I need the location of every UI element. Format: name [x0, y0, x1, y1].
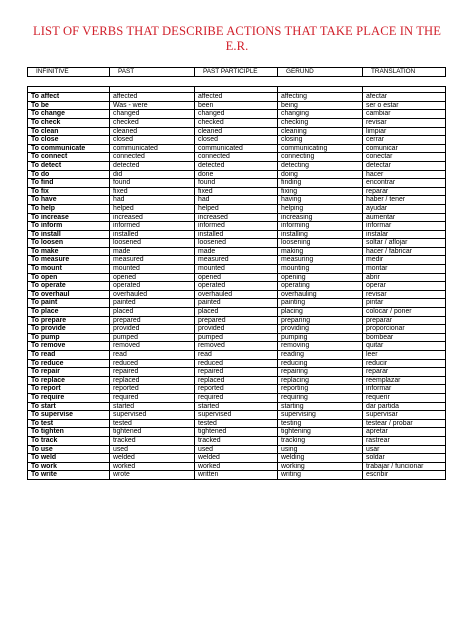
past-participle-cell: operated	[195, 282, 278, 291]
infinitive-cell: To supervise	[28, 411, 110, 420]
infinitive-cell: To close	[28, 136, 110, 145]
gerund-cell: measuring	[278, 256, 363, 265]
translation-cell: montar	[363, 265, 446, 274]
gerund-cell: cleaning	[278, 127, 363, 136]
past-participle-cell: started	[195, 402, 278, 411]
translation-cell: hacer / fabricar	[363, 247, 446, 256]
past-cell: reported	[110, 385, 195, 394]
verb-row	[28, 196, 446, 205]
translation-cell: encontrar	[363, 179, 446, 188]
infinitive-cell: To make	[28, 247, 110, 256]
verb-row	[28, 213, 446, 222]
translation-cell: testear / probar	[363, 419, 446, 428]
past-participle-cell: affected	[195, 93, 278, 102]
verb-row	[28, 436, 446, 445]
verb-row	[28, 247, 446, 256]
verb-row	[28, 290, 446, 299]
past-participle-cell: checked	[195, 118, 278, 127]
translation-cell: informar	[363, 222, 446, 231]
translation-cell: operar	[363, 282, 446, 291]
translation-cell: quitar	[363, 342, 446, 351]
verb-row	[28, 299, 446, 308]
gerund-cell: increasing	[278, 213, 363, 222]
infinitive-cell: To connect	[28, 153, 110, 162]
verb-row	[28, 333, 446, 342]
past-cell: found	[110, 179, 195, 188]
verb-row	[28, 471, 446, 480]
gerund-cell: operating	[278, 282, 363, 291]
infinitive-cell: To weld	[28, 454, 110, 463]
infinitive-cell: To repair	[28, 368, 110, 377]
translation-cell: haber / tener	[363, 196, 446, 205]
translation-cell: apretar	[363, 428, 446, 437]
verb-row	[28, 419, 446, 428]
header-infinitive: INFINITIVE	[28, 68, 110, 77]
verb-row	[28, 239, 446, 248]
translation-cell: abrir	[363, 273, 446, 282]
past-participle-cell: used	[195, 445, 278, 454]
verb-row	[28, 342, 446, 351]
past-cell: checked	[110, 118, 195, 127]
past-participle-cell: overhauled	[195, 290, 278, 299]
translation-cell: hacer	[363, 170, 446, 179]
translation-cell: ser o estar	[363, 101, 446, 110]
gerund-cell: tracking	[278, 436, 363, 445]
translation-cell: detectar	[363, 161, 446, 170]
infinitive-cell: To report	[28, 385, 110, 394]
past-cell: fixed	[110, 187, 195, 196]
translation-cell: reparar	[363, 187, 446, 196]
past-cell: wrote	[110, 471, 195, 480]
infinitive-cell: To operate	[28, 282, 110, 291]
past-participle-cell: tracked	[195, 436, 278, 445]
verb-row	[28, 454, 446, 463]
infinitive-cell: To require	[28, 393, 110, 402]
verb-row	[28, 230, 446, 239]
past-cell: increased	[110, 213, 195, 222]
past-participle-cell: informed	[195, 222, 278, 231]
translation-cell: medir	[363, 256, 446, 265]
translation-cell: usar	[363, 445, 446, 454]
past-participle-cell: detected	[195, 161, 278, 170]
translation-cell: revisar	[363, 290, 446, 299]
infinitive-cell: To have	[28, 196, 110, 205]
gerund-cell: affecting	[278, 93, 363, 102]
past-participle-cell: installed	[195, 230, 278, 239]
verb-row	[28, 445, 446, 454]
translation-cell: reemplazar	[363, 376, 446, 385]
verb-row	[28, 170, 446, 179]
gerund-cell: connecting	[278, 153, 363, 162]
past-cell: welded	[110, 454, 195, 463]
past-cell: supervised	[110, 411, 195, 420]
verb-row	[28, 282, 446, 291]
past-cell: placed	[110, 308, 195, 317]
past-cell: communicated	[110, 144, 195, 153]
past-cell: reduced	[110, 359, 195, 368]
translation-cell: bombear	[363, 333, 446, 342]
gerund-cell: fixing	[278, 187, 363, 196]
verb-row	[28, 385, 446, 394]
translation-cell: soldar	[363, 454, 446, 463]
past-participle-cell: had	[195, 196, 278, 205]
past-cell: loosened	[110, 239, 195, 248]
gerund-cell: mounting	[278, 265, 363, 274]
verb-row	[28, 136, 446, 145]
past-participle-cell: placed	[195, 308, 278, 317]
past-cell: mounted	[110, 265, 195, 274]
past-cell: Was - were	[110, 101, 195, 110]
past-participle-cell: done	[195, 170, 278, 179]
past-participle-cell: helped	[195, 204, 278, 213]
infinitive-cell: To replace	[28, 376, 110, 385]
past-cell: closed	[110, 136, 195, 145]
gerund-cell: replacing	[278, 376, 363, 385]
gerund-cell: requiring	[278, 393, 363, 402]
infinitive-cell: To test	[28, 419, 110, 428]
past-participle-cell: painted	[195, 299, 278, 308]
translation-cell: trabajar / funcionar	[363, 462, 446, 471]
infinitive-cell: To install	[28, 230, 110, 239]
translation-cell: supervisar	[363, 411, 446, 420]
verb-row	[28, 376, 446, 385]
past-participle-cell: tested	[195, 419, 278, 428]
past-cell: connected	[110, 153, 195, 162]
verb-row	[28, 265, 446, 274]
infinitive-cell: To check	[28, 118, 110, 127]
past-participle-cell: written	[195, 471, 278, 480]
verb-row	[28, 273, 446, 282]
past-cell: replaced	[110, 376, 195, 385]
infinitive-cell: To tighten	[28, 428, 110, 437]
gerund-cell: painting	[278, 299, 363, 308]
infinitive-cell: To write	[28, 471, 110, 480]
past-cell: did	[110, 170, 195, 179]
gerund-cell: providing	[278, 325, 363, 334]
past-participle-cell: read	[195, 351, 278, 360]
verb-row	[28, 93, 446, 102]
past-participle-cell: reduced	[195, 359, 278, 368]
verb-row	[28, 325, 446, 334]
gerund-cell: loosening	[278, 239, 363, 248]
past-participle-cell: pumped	[195, 333, 278, 342]
past-participle-cell: loosened	[195, 239, 278, 248]
infinitive-cell: To help	[28, 204, 110, 213]
gerund-cell: preparing	[278, 316, 363, 325]
gerund-cell: opening	[278, 273, 363, 282]
past-participle-cell: mounted	[195, 265, 278, 274]
header-past: PAST	[110, 68, 195, 77]
translation-cell: reducir	[363, 359, 446, 368]
past-cell: tested	[110, 419, 195, 428]
infinitive-cell: To place	[28, 308, 110, 317]
infinitive-cell: To provide	[28, 325, 110, 334]
translation-cell: instalar	[363, 230, 446, 239]
gerund-cell: repairing	[278, 368, 363, 377]
infinitive-cell: To pump	[28, 333, 110, 342]
gerund-cell: informing	[278, 222, 363, 231]
past-cell: worked	[110, 462, 195, 471]
translation-cell: ayudar	[363, 204, 446, 213]
infinitive-cell: To read	[28, 351, 110, 360]
past-cell: read	[110, 351, 195, 360]
past-participle-cell: supervised	[195, 411, 278, 420]
past-participle-cell: connected	[195, 153, 278, 162]
infinitive-cell: To affect	[28, 93, 110, 102]
translation-cell: reparar	[363, 368, 446, 377]
infinitive-cell: To do	[28, 170, 110, 179]
infinitive-cell: To increase	[28, 213, 110, 222]
gerund-cell: installing	[278, 230, 363, 239]
gerund-cell: reporting	[278, 385, 363, 394]
gerund-cell: starting	[278, 402, 363, 411]
translation-cell: pintar	[363, 299, 446, 308]
gerund-cell: reducing	[278, 359, 363, 368]
infinitive-cell: To detect	[28, 161, 110, 170]
verb-row	[28, 308, 446, 317]
column-header-table	[27, 67, 446, 77]
infinitive-cell: To find	[28, 179, 110, 188]
verb-row	[28, 179, 446, 188]
infinitive-cell: To change	[28, 110, 110, 119]
gerund-cell: welding	[278, 454, 363, 463]
gerund-cell: reading	[278, 351, 363, 360]
verb-row	[28, 428, 446, 437]
past-cell: pumped	[110, 333, 195, 342]
past-cell: provided	[110, 325, 195, 334]
verb-row	[28, 161, 446, 170]
infinitive-cell: To track	[28, 436, 110, 445]
past-participle-cell: been	[195, 101, 278, 110]
infinitive-cell: To overhaul	[28, 290, 110, 299]
translation-cell: dar partida	[363, 402, 446, 411]
past-cell: installed	[110, 230, 195, 239]
past-cell: helped	[110, 204, 195, 213]
past-participle-cell: opened	[195, 273, 278, 282]
translation-cell: conectar	[363, 153, 446, 162]
past-cell: prepared	[110, 316, 195, 325]
past-cell: repaired	[110, 368, 195, 377]
verb-row	[28, 144, 446, 153]
infinitive-cell: To mount	[28, 265, 110, 274]
infinitive-cell: To work	[28, 462, 110, 471]
gerund-cell: testing	[278, 419, 363, 428]
past-cell: had	[110, 196, 195, 205]
past-participle-cell: welded	[195, 454, 278, 463]
verbs-table	[27, 86, 446, 480]
infinitive-cell: To loosen	[28, 239, 110, 248]
past-participle-cell: measured	[195, 256, 278, 265]
verb-row	[28, 393, 446, 402]
past-cell: made	[110, 247, 195, 256]
past-participle-cell: removed	[195, 342, 278, 351]
verb-row	[28, 204, 446, 213]
infinitive-cell: To clean	[28, 127, 110, 136]
past-participle-cell: replaced	[195, 376, 278, 385]
infinitive-cell: To inform	[28, 222, 110, 231]
past-participle-cell: cleaned	[195, 127, 278, 136]
translation-cell: preparar	[363, 316, 446, 325]
gerund-cell: detecting	[278, 161, 363, 170]
past-participle-cell: closed	[195, 136, 278, 145]
past-participle-cell: tightened	[195, 428, 278, 437]
gerund-cell: making	[278, 247, 363, 256]
translation-cell: afectar	[363, 93, 446, 102]
verb-row	[28, 187, 446, 196]
translation-cell: escribir	[363, 471, 446, 480]
page-title: LIST OF VERBS THAT DESCRIBE ACTIONS THAT TAKE PLACE IN THE E.R.	[32, 24, 442, 53]
translation-cell: leer	[363, 351, 446, 360]
verb-row	[28, 110, 446, 119]
translation-cell: requerir	[363, 393, 446, 402]
verb-row	[28, 411, 446, 420]
verb-row	[28, 101, 446, 110]
infinitive-cell: To prepare	[28, 316, 110, 325]
gerund-cell: changing	[278, 110, 363, 119]
past-participle-cell: changed	[195, 110, 278, 119]
past-cell: removed	[110, 342, 195, 351]
verb-row	[28, 118, 446, 127]
infinitive-cell: To be	[28, 101, 110, 110]
past-participle-cell: provided	[195, 325, 278, 334]
translation-cell: rastrear	[363, 436, 446, 445]
infinitive-cell: To fix	[28, 187, 110, 196]
gerund-cell: placing	[278, 308, 363, 317]
past-cell: opened	[110, 273, 195, 282]
translation-cell: cambiar	[363, 110, 446, 119]
gerund-cell: checking	[278, 118, 363, 127]
translation-cell: revisar	[363, 118, 446, 127]
infinitive-cell: To open	[28, 273, 110, 282]
gerund-cell: supervising	[278, 411, 363, 420]
translation-cell: comunicar	[363, 144, 446, 153]
past-participle-cell: required	[195, 393, 278, 402]
verb-row	[28, 222, 446, 231]
infinitive-cell: To remove	[28, 342, 110, 351]
gerund-cell: tightening	[278, 428, 363, 437]
past-participle-cell: reported	[195, 385, 278, 394]
past-cell: required	[110, 393, 195, 402]
gerund-cell: finding	[278, 179, 363, 188]
past-participle-cell: found	[195, 179, 278, 188]
past-participle-cell: made	[195, 247, 278, 256]
verb-row	[28, 402, 446, 411]
header-translation: TRANSLATION	[363, 68, 446, 77]
past-participle-cell: communicated	[195, 144, 278, 153]
translation-cell: aumentar	[363, 213, 446, 222]
past-cell: tightened	[110, 428, 195, 437]
gerund-cell: communicating	[278, 144, 363, 153]
infinitive-cell: To reduce	[28, 359, 110, 368]
infinitive-cell: To communicate	[28, 144, 110, 153]
translation-cell: informar	[363, 385, 446, 394]
verb-row	[28, 256, 446, 265]
gerund-cell: closing	[278, 136, 363, 145]
verb-row	[28, 351, 446, 360]
gerund-cell: doing	[278, 170, 363, 179]
infinitive-cell: To measure	[28, 256, 110, 265]
gerund-cell: writing	[278, 471, 363, 480]
past-cell: affected	[110, 93, 195, 102]
past-participle-cell: repaired	[195, 368, 278, 377]
gerund-cell: being	[278, 101, 363, 110]
past-cell: measured	[110, 256, 195, 265]
header-past-participle: PAST PARTICIPLE	[195, 68, 278, 77]
gerund-cell: removing	[278, 342, 363, 351]
gerund-cell: using	[278, 445, 363, 454]
verb-row	[28, 462, 446, 471]
past-cell: changed	[110, 110, 195, 119]
infinitive-cell: To use	[28, 445, 110, 454]
past-participle-cell: worked	[195, 462, 278, 471]
gerund-cell: overhauling	[278, 290, 363, 299]
past-participle-cell: fixed	[195, 187, 278, 196]
gerund-cell: pumping	[278, 333, 363, 342]
gerund-cell: helping	[278, 204, 363, 213]
header-row	[28, 68, 446, 77]
past-cell: used	[110, 445, 195, 454]
past-cell: operated	[110, 282, 195, 291]
past-cell: started	[110, 402, 195, 411]
translation-cell: cerrar	[363, 136, 446, 145]
gerund-cell: having	[278, 196, 363, 205]
verb-row	[28, 368, 446, 377]
past-cell: painted	[110, 299, 195, 308]
past-cell: detected	[110, 161, 195, 170]
past-cell: cleaned	[110, 127, 195, 136]
past-cell: tracked	[110, 436, 195, 445]
past-participle-cell: increased	[195, 213, 278, 222]
verb-row	[28, 127, 446, 136]
translation-cell: soltar / aflojar	[363, 239, 446, 248]
verb-row	[28, 359, 446, 368]
past-cell: informed	[110, 222, 195, 231]
translation-cell: proporcionar	[363, 325, 446, 334]
translation-cell: colocar / poner	[363, 308, 446, 317]
verb-row	[28, 316, 446, 325]
infinitive-cell: To paint	[28, 299, 110, 308]
gerund-cell: working	[278, 462, 363, 471]
past-cell: overhauled	[110, 290, 195, 299]
header-gerund: GERUND	[278, 68, 363, 77]
infinitive-cell: To start	[28, 402, 110, 411]
verb-row	[28, 153, 446, 162]
translation-cell: limpiar	[363, 127, 446, 136]
past-participle-cell: prepared	[195, 316, 278, 325]
